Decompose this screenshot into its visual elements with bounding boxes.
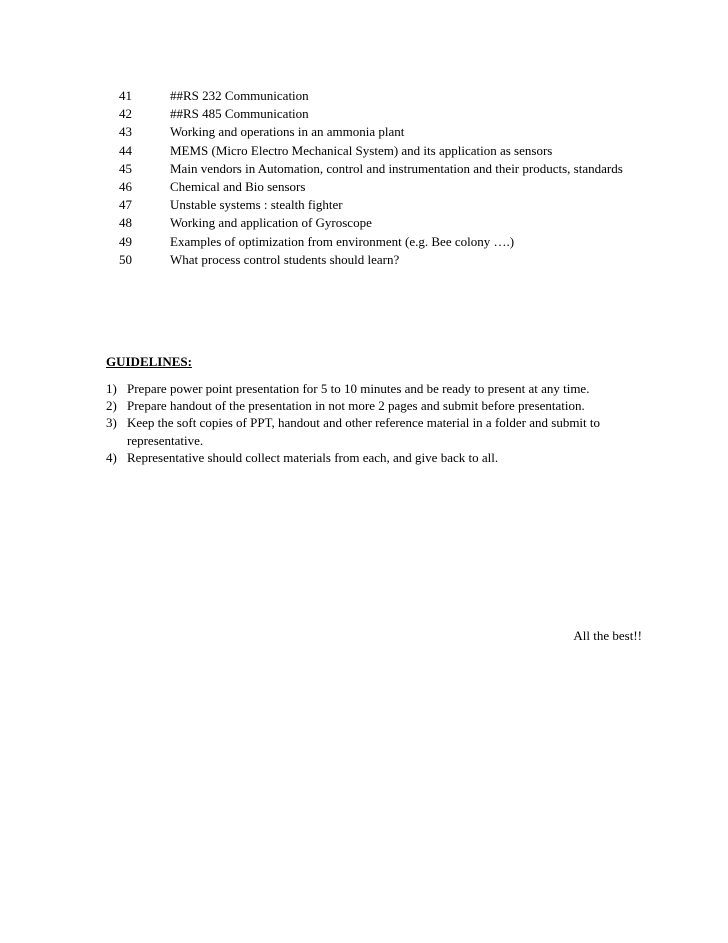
topic-number: 43	[119, 124, 132, 140]
topic-title: What process control students should learn?	[170, 251, 400, 267]
list-item	[0, 87, 728, 105]
list-item	[0, 178, 728, 196]
guidelines-heading: GUIDELINES:	[106, 354, 192, 369]
topic-number: 49	[119, 233, 132, 249]
topic-number: 44	[119, 142, 132, 158]
topic-title: Chemical and Bio sensors	[170, 178, 306, 194]
topic-title: ##RS 485 Communication	[170, 106, 309, 122]
topic-number: 47	[119, 197, 132, 213]
guideline-number: 4)	[106, 449, 117, 465]
topic-number: 42	[119, 106, 132, 122]
topic-number: 50	[119, 251, 132, 267]
guideline-item	[106, 397, 626, 414]
list-item	[0, 160, 728, 178]
topic-title: ##RS 232 Communication	[170, 88, 309, 103]
topic-title: Unstable systems : stealth fighter	[170, 197, 343, 213]
list-item	[0, 251, 728, 269]
guideline-text: Prepare power point presentation for 5 to 10 minutes and be ready to present at any time.	[127, 381, 590, 396]
topic-title: Main vendors in Automation, control and instrumentation and their products, standards	[170, 160, 623, 176]
topic-title: MEMS (Micro Electro Mechanical System) and its application as sensors	[170, 142, 553, 158]
guideline-item	[106, 380, 626, 397]
guideline-number: 3)	[106, 415, 117, 431]
guidelines-list	[106, 380, 626, 466]
topic-number: 46	[119, 178, 132, 194]
guideline-text: Representative should collect materials from each, and give back to all.	[127, 449, 499, 465]
list-item	[0, 142, 728, 160]
guideline-text: Prepare handout of the presentation in not more 2 pages and submit before presentation.	[127, 398, 585, 414]
guideline-item	[106, 449, 626, 466]
list-item	[0, 196, 728, 214]
topic-title: Working and operations in an ammonia plant	[170, 124, 405, 140]
guideline-item	[106, 414, 626, 448]
list-item	[0, 214, 728, 232]
guideline-text: Keep the soft copies of PPT, handout and other reference material in a folder and submit to representative.	[127, 415, 601, 448]
topic-title: Working and application of Gyroscope	[170, 215, 372, 231]
list-item	[0, 233, 728, 251]
topic-list	[0, 87, 728, 269]
topic-number: 41	[119, 88, 132, 103]
guideline-number: 2)	[106, 398, 117, 414]
closing-remark: All the best!!	[573, 628, 642, 643]
topic-title: Examples of optimization from environment (e.g. Bee colony ….)	[170, 233, 515, 249]
list-item	[0, 105, 728, 123]
topic-number: 45	[119, 160, 132, 176]
topic-number: 48	[119, 215, 132, 231]
guideline-number: 1)	[106, 381, 117, 396]
list-item	[0, 123, 728, 141]
